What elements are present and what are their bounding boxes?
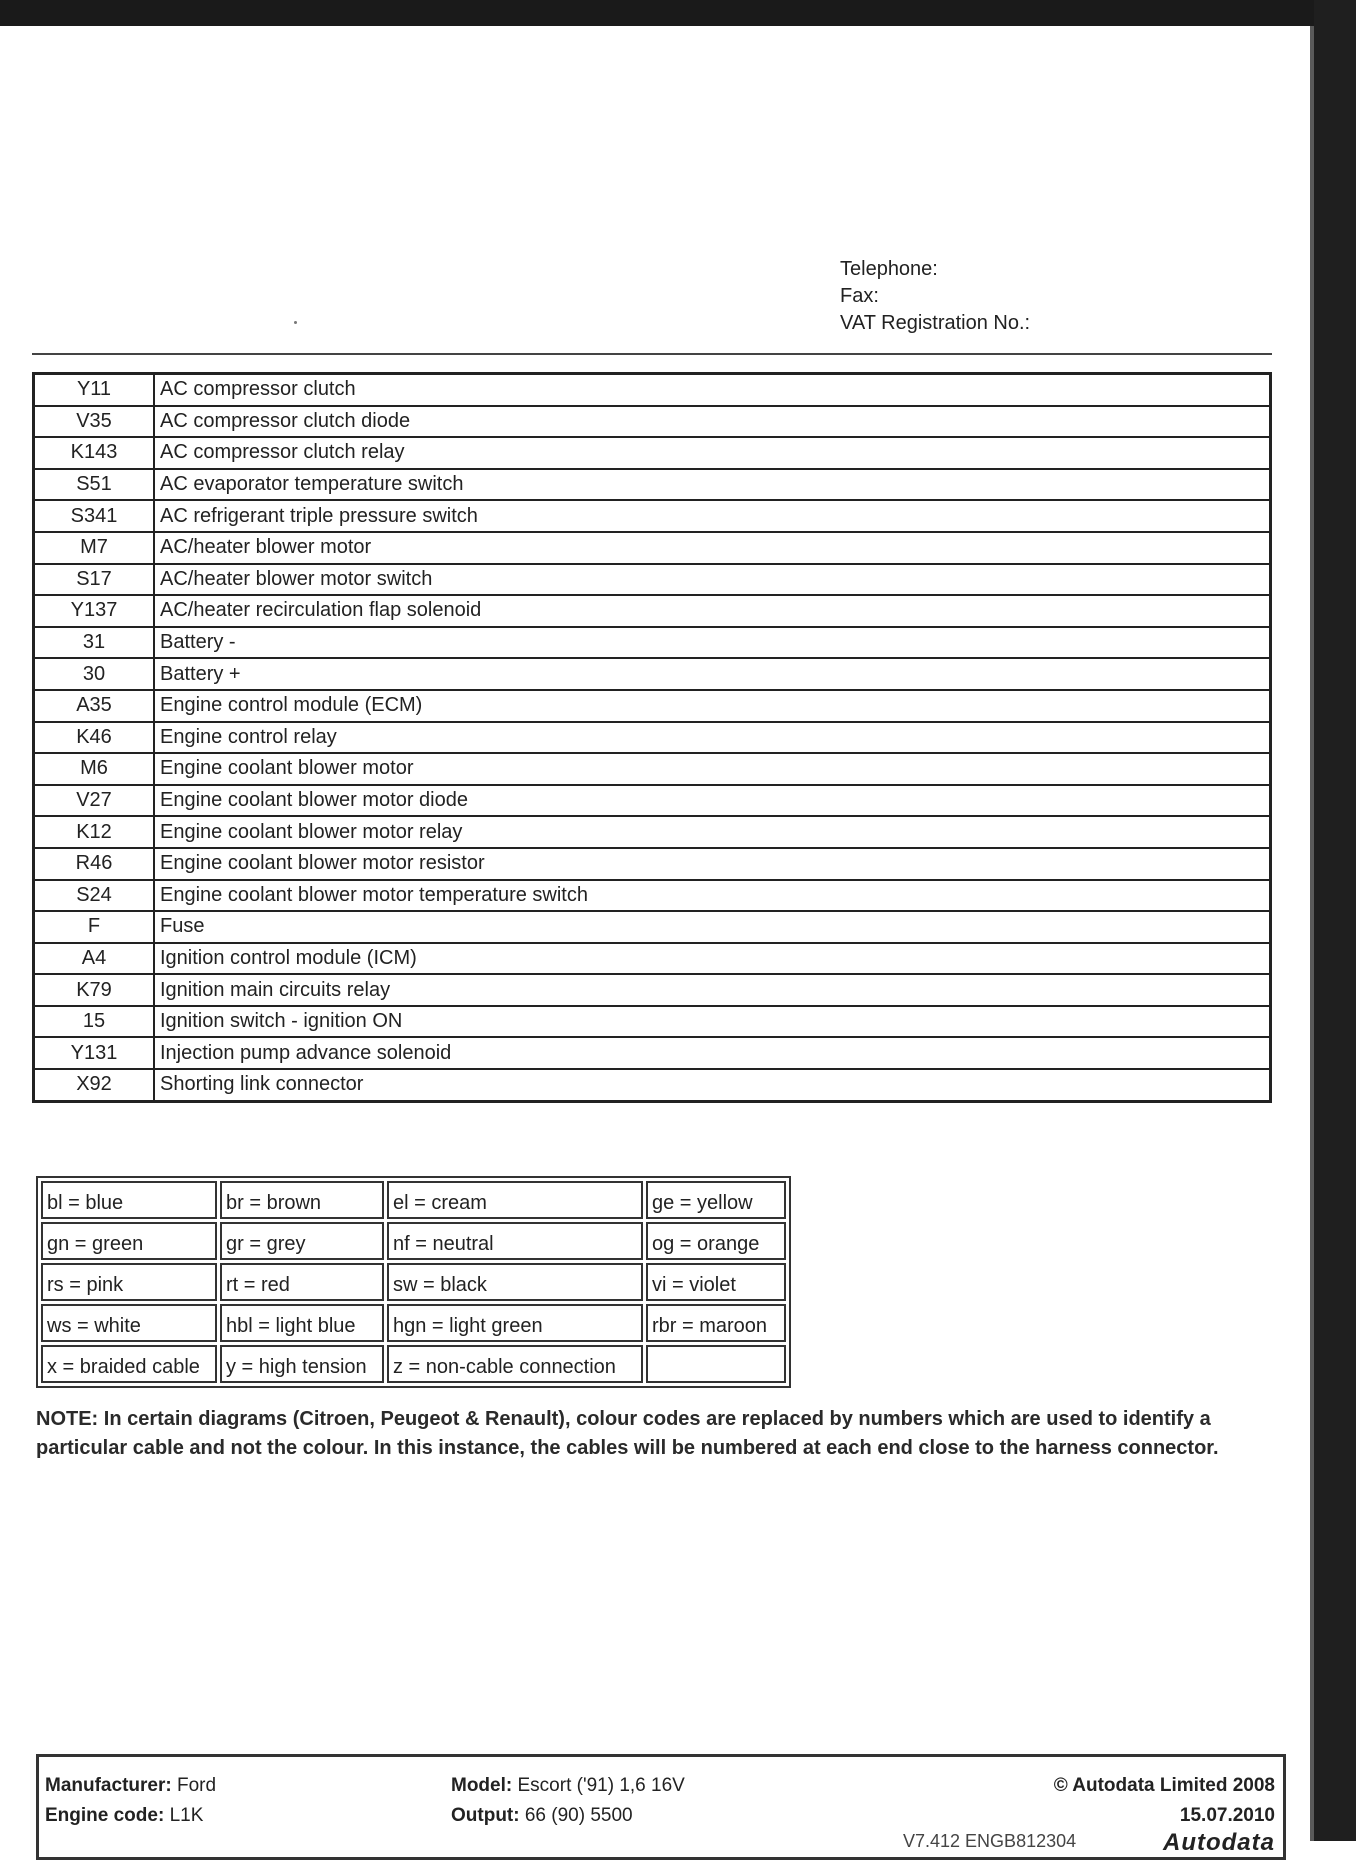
- component-row: [35, 565, 1269, 597]
- component-row: [35, 754, 1269, 786]
- component-code-table: [32, 372, 1272, 1103]
- component-row: [35, 786, 1269, 818]
- component-row: [35, 723, 1269, 755]
- scan-border-right-edge: [1310, 26, 1314, 1841]
- component-code: V27: [35, 786, 155, 818]
- component-row: [35, 533, 1269, 565]
- contact-block: [840, 256, 1030, 337]
- telephone-label: Telephone:: [840, 258, 938, 280]
- component-row: [35, 375, 1269, 407]
- scan-speck: [294, 321, 297, 324]
- fax-label: Fax:: [840, 285, 879, 307]
- component-row: [35, 975, 1269, 1007]
- colour-code-cell: ws = white: [41, 1304, 217, 1342]
- component-description: Engine coolant blower motor diode: [155, 786, 1269, 818]
- output-value: 66 (90) 5500: [524, 1805, 633, 1826]
- component-row: [35, 596, 1269, 628]
- colour-code-cell: rt = red: [220, 1263, 384, 1301]
- component-code: 30: [35, 659, 155, 691]
- component-code: S341: [35, 501, 155, 533]
- component-row: [35, 1038, 1269, 1070]
- colour-code-cell: el = cream: [387, 1181, 643, 1219]
- component-code: Y131: [35, 1038, 155, 1070]
- component-row: [35, 628, 1269, 660]
- scan-border-top: [0, 0, 1356, 26]
- component-description: Injection pump advance solenoid: [155, 1038, 1269, 1070]
- component-description: Battery +: [155, 659, 1269, 691]
- component-description: AC/heater blower motor: [155, 533, 1269, 565]
- colour-code-cell: y = high tension: [220, 1345, 384, 1383]
- component-description: AC compressor clutch: [155, 375, 1269, 407]
- component-code: M7: [35, 533, 155, 565]
- colour-code-row: [41, 1304, 786, 1342]
- colour-code-cell: bl = blue: [41, 1181, 217, 1219]
- component-code: Y137: [35, 596, 155, 628]
- component-code: A4: [35, 944, 155, 976]
- engine-code-value: L1K: [169, 1805, 204, 1826]
- engine-code-label: Engine code:: [45, 1805, 165, 1826]
- copyright-text: © Autodata Limited 2008: [1053, 1775, 1275, 1796]
- colour-code-row: [41, 1345, 786, 1383]
- footer-copyright-info: [1054, 1771, 1275, 1831]
- component-code: R46: [35, 849, 155, 881]
- vat-label: VAT Registration No.:: [840, 312, 1031, 334]
- component-description: Shorting link connector: [160, 1073, 364, 1096]
- component-description: AC/heater recirculation flap solenoid: [155, 596, 1269, 628]
- colour-code-cell: sw = black: [387, 1263, 643, 1301]
- component-description: Engine control relay: [155, 723, 1269, 755]
- component-code: 31: [35, 628, 155, 660]
- autodata-logo: Autodata: [1163, 1829, 1275, 1856]
- component-code: K46: [35, 723, 155, 755]
- print-date: 15.07.2010: [1179, 1805, 1275, 1826]
- component-code: S51: [35, 470, 155, 502]
- component-row: [35, 817, 1269, 849]
- component-code: 15: [35, 1007, 155, 1039]
- colour-code-cell: z = non-cable connection: [387, 1345, 643, 1383]
- component-code: X92: [35, 1070, 155, 1100]
- output-label: Output:: [451, 1805, 520, 1826]
- colour-code-table: [36, 1176, 791, 1388]
- component-description: Ignition control module (ICM): [155, 944, 1269, 976]
- component-row: [35, 407, 1269, 439]
- component-description: Ignition main circuits relay: [155, 975, 1269, 1007]
- component-description: Fuse: [155, 912, 1269, 944]
- colour-code-note: NOTE: In certain diagrams (Citroen, Peugeot & Renault), colour codes are replaced by numbers which are used to identify a particular cable and not the colour. In this instance, the cables will be numbered at each end close to the harness connector.: [36, 1408, 1219, 1459]
- component-description: AC evaporator temperature switch: [155, 470, 1269, 502]
- component-description: Ignition switch - ignition ON: [155, 1007, 1269, 1039]
- component-description: Engine coolant blower motor temperature switch: [155, 881, 1269, 913]
- component-description: Engine control module (ECM): [155, 691, 1269, 723]
- colour-code-cell: gn = green: [41, 1222, 217, 1260]
- component-code: S24: [35, 881, 155, 913]
- colour-code-cell: rs = pink: [41, 1263, 217, 1301]
- component-row: [35, 501, 1269, 533]
- model-label: Model:: [451, 1775, 513, 1796]
- colour-code-cell: hbl = light blue: [220, 1304, 384, 1342]
- colour-code-cell: rbr = maroon: [646, 1304, 786, 1342]
- colour-code-row: [41, 1181, 786, 1219]
- model-value: Escort ('91) 1,6 16V: [517, 1775, 685, 1796]
- footer-vehicle-info: [45, 1771, 216, 1831]
- component-code: V35: [35, 407, 155, 439]
- component-code: A35: [35, 691, 155, 723]
- component-row: [35, 944, 1269, 976]
- colour-code-cell: nf = neutral: [387, 1222, 643, 1260]
- component-row: [35, 881, 1269, 913]
- component-row: [35, 849, 1269, 881]
- component-code: M6: [35, 754, 155, 786]
- manufacturer-label: Manufacturer:: [45, 1775, 172, 1796]
- component-description: Engine coolant blower motor relay: [155, 817, 1269, 849]
- footer-info-box: [36, 1754, 1286, 1860]
- footer-model-info: [451, 1771, 685, 1831]
- component-code: K79: [35, 975, 155, 1007]
- component-code: K143: [35, 438, 155, 470]
- scan-border-right: [1314, 0, 1356, 1841]
- colour-code-cell: br = brown: [220, 1181, 384, 1219]
- component-row: [35, 1070, 1269, 1100]
- colour-code-cell: x = braided cable: [41, 1345, 217, 1383]
- component-code: F: [35, 912, 155, 944]
- manufacturer-value: Ford: [176, 1775, 217, 1796]
- component-description: AC/heater blower motor switch: [155, 565, 1269, 597]
- component-description: Battery -: [155, 628, 1269, 660]
- colour-code-cell: ge = yellow: [646, 1181, 786, 1219]
- component-row: [35, 1007, 1269, 1039]
- component-code: S17: [35, 565, 155, 597]
- component-row: [35, 438, 1269, 470]
- component-description: AC compressor clutch relay: [155, 438, 1269, 470]
- colour-code-cell: hgn = light green: [387, 1304, 643, 1342]
- component-code: Y11: [35, 375, 155, 407]
- colour-code-row: [41, 1222, 786, 1260]
- component-row: [35, 912, 1269, 944]
- colour-code-cell: vi = violet: [646, 1263, 786, 1301]
- component-description: AC refrigerant triple pressure switch: [155, 501, 1269, 533]
- colour-code-cell: [646, 1345, 786, 1383]
- component-row: [35, 470, 1269, 502]
- component-description: Engine coolant blower motor: [155, 754, 1269, 786]
- colour-code-cell: gr = grey: [220, 1222, 384, 1260]
- component-description: AC compressor clutch diode: [155, 407, 1269, 439]
- header-divider: [32, 353, 1272, 355]
- colour-code-cell: og = orange: [646, 1222, 786, 1260]
- reference-code: V7.412 ENGB812304: [903, 1831, 1077, 1851]
- component-description: Engine coolant blower motor resistor: [155, 849, 1269, 881]
- component-row: [35, 659, 1269, 691]
- component-code: K12: [35, 817, 155, 849]
- colour-code-row: [41, 1263, 786, 1301]
- component-row: [35, 691, 1269, 723]
